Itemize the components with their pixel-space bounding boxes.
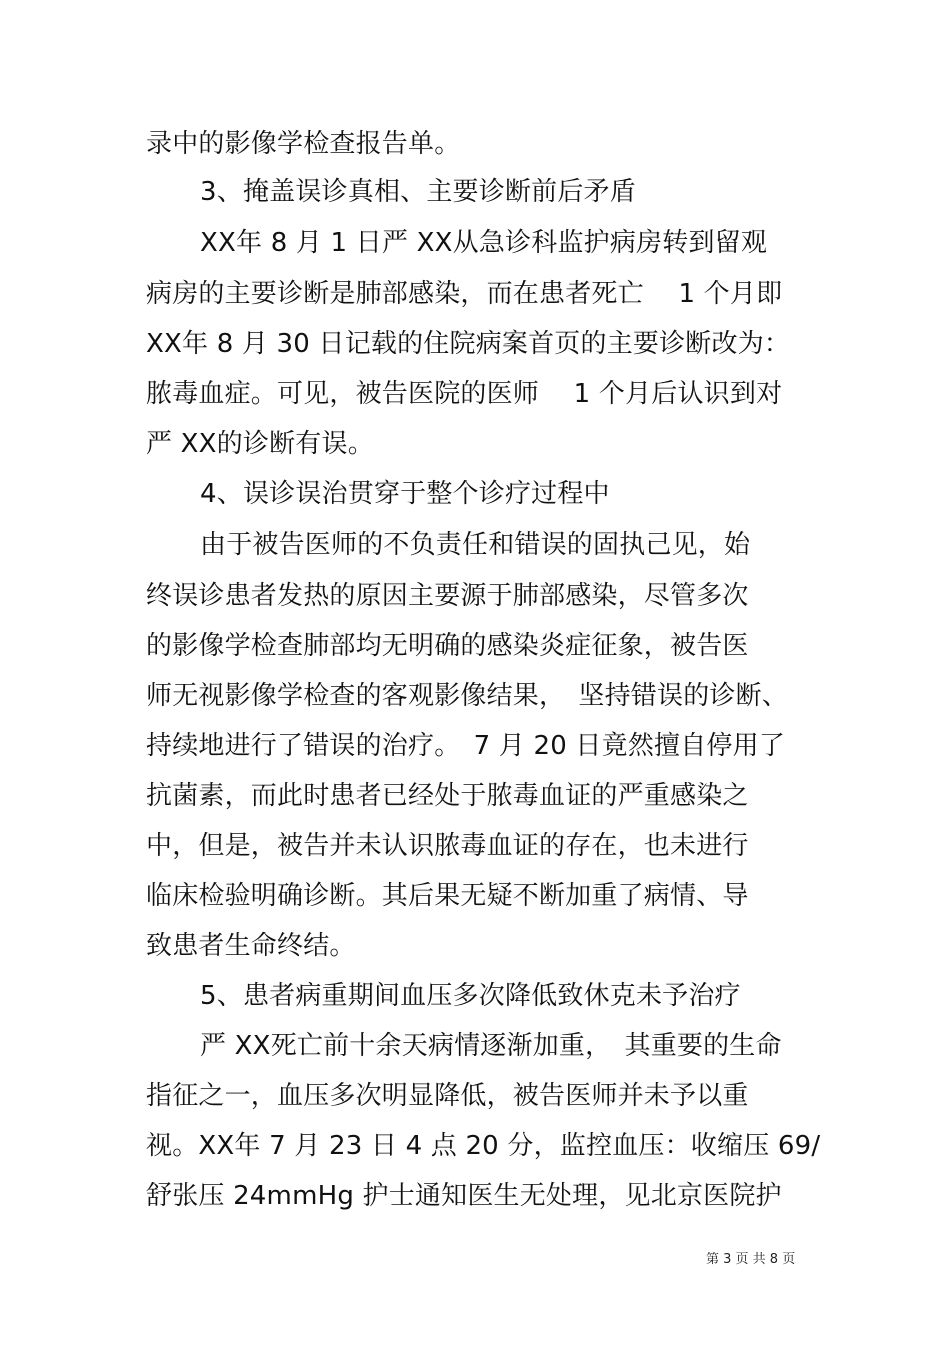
text-line: 录中的影像学检查报告单。 [146,129,461,159]
section-heading: 3、掩盖误诊真相、主要诊断前后矛盾 [200,177,636,207]
paragraph-line: 指征之一，血压多次明显降低，被告医师并未予以重 [146,1081,749,1111]
paragraph-line: 中，但是，被告并未认识脓毒血证的存在，也未进行 [146,831,749,861]
paragraph-line: 由于被告医师的不负责任和错误的固执己见，始 [200,530,751,560]
paragraph-line: 病房的主要诊断是肺部感染，而在患者死亡 1 个月即 [146,279,783,309]
paragraph-line: 舒张压 24mmHg 护士通知医生无处理，见北京医院护 [146,1181,782,1211]
paragraph-line: 临床检验明确诊断。其后果无疑不断加重了病情、导 [146,881,749,911]
section-heading: 5、患者病重期间血压多次降低致休克未予治疗 [200,981,741,1011]
paragraph-line: 终误诊患者发热的原因主要源于肺部感染，尽管多次 [146,581,749,611]
paragraph-line: 持续地进行了错误的治疗。 7 月 20 日竟然擅自停用了 [146,731,786,761]
page-number: 第 3 页 共 8 页 [706,1252,796,1267]
paragraph-line: 视。XX年 7 月 23 日 4 点 20 分，监控血压：收缩压 69/ [146,1131,821,1161]
paragraph-line: 致患者生命终结。 [146,931,356,961]
paragraph-line: 师无视影像学检查的客观影像结果， 坚持错误的诊断、 [146,681,789,711]
paragraph-line: XX年 8 月 1 日严 XX从急诊科监护病房转到留观 [200,228,768,258]
section-heading: 4、误诊误治贯穿于整个诊疗过程中 [200,479,610,509]
paragraph-line: 脓毒血症。可见，被告医院的医师 1 个月后认识到对 [146,379,783,409]
paragraph-line: 严 XX死亡前十余天病情逐渐加重， 其重要的生命 [200,1031,782,1061]
paragraph-line: XX年 8 月 30 日记载的住院病案首页的主要诊断改为： [146,329,791,359]
paragraph-line: 的影像学检查肺部均无明确的感染炎症征象，被告医 [146,631,749,661]
paragraph-line: 严 XX的诊断有误。 [146,429,374,459]
paragraph-line: 抗菌素，而此时患者已经处于脓毒血证的严重感染之 [146,781,749,811]
